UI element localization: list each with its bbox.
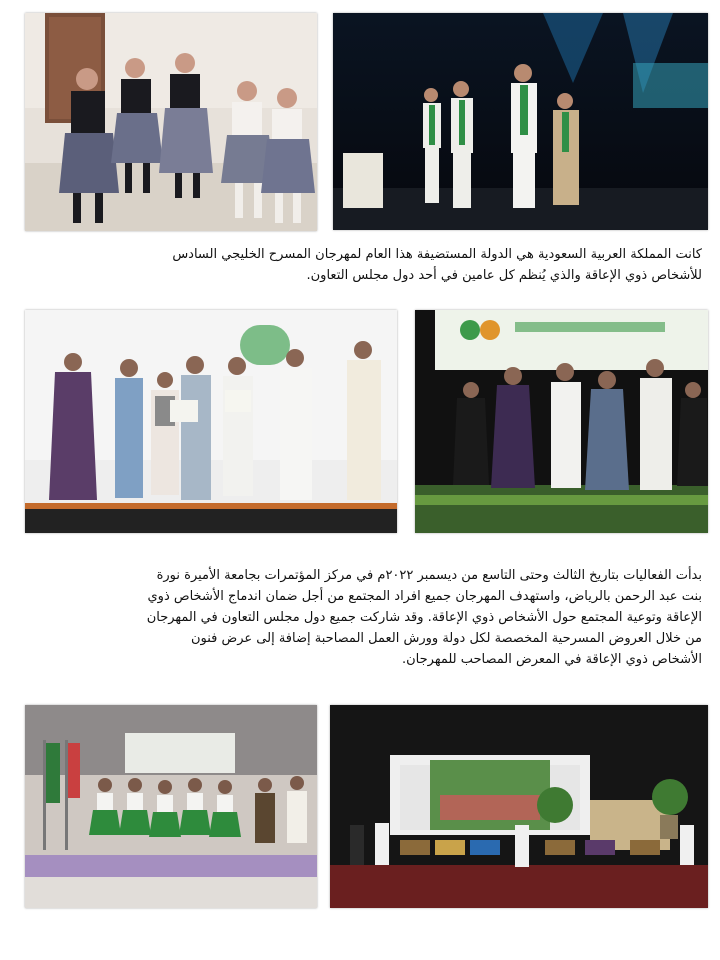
intro-line-2: للأشخاص ذوي الإعاقة والذي يُنظم كل عامين في أحد دول مجلس التعاون. bbox=[306, 268, 702, 283]
performers-backstage-photo bbox=[25, 13, 317, 231]
events-line-4: من خلال العروض المسرحية المخصصة لكل دولة وورش العمل المصاحبة إضافة إلى عرض فنون bbox=[190, 631, 702, 646]
events-line-5: الأشخاص ذوي الإعاقة في المعرض المصاحب للمهرجان. bbox=[402, 652, 702, 667]
events-paragraph bbox=[12, 565, 702, 670]
group-exhibition-photo bbox=[25, 705, 317, 908]
theater-play-photo bbox=[330, 705, 708, 908]
stage-performance-photo bbox=[333, 13, 708, 230]
events-line-1: بدأت الفعاليات بتاريخ الثالث وحتى التاسع من ديسمبر ٢٠٢٢م في مركز المؤتمرات بجامعة الأميرة نورة bbox=[156, 568, 702, 583]
events-line-2: بنت عبد الرحمن بالرياض، واستهدف المهرجان جميع افراد المجتمع من أجل ضمان اندماج الأشخاص ذوي bbox=[147, 589, 702, 604]
intro-paragraph bbox=[12, 244, 702, 286]
intro-line-1: كانت المملكة العربية السعودية هي الدولة المستضيفة هذا العام لمهرجان المسرح الخليجي السادس bbox=[172, 247, 702, 262]
award-ceremony-photo bbox=[25, 310, 397, 533]
events-line-3: الإعاقة وتوعية المجتمع حول الأشخاص ذوي الإعاقة. وقد شاركت جميع دول مجلس التعاون في المهرجان bbox=[146, 610, 702, 625]
award-recipients-photo bbox=[415, 310, 708, 533]
